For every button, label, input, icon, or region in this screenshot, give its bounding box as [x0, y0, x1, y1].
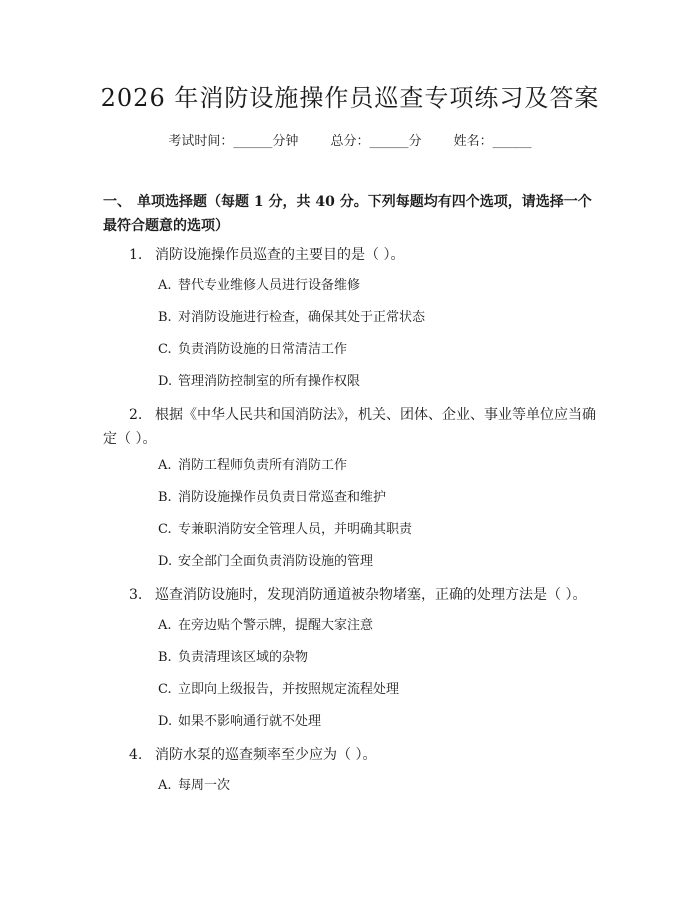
option	[158, 552, 598, 572]
option-text: 对消防设施进行检查，确保其处于正常状态	[178, 310, 426, 325]
option-letter: D.	[158, 374, 173, 389]
exam-total-score: 总分：______分	[330, 134, 422, 149]
option-text: 每周一次	[178, 778, 231, 793]
question-number: 2.	[129, 407, 143, 423]
section-heading	[103, 190, 603, 238]
question	[103, 583, 603, 607]
option-letter: A.	[158, 778, 172, 793]
option-text: 安全部门全面负责消防设施的管理	[178, 554, 374, 569]
option	[158, 616, 598, 636]
option	[158, 456, 598, 476]
option	[158, 340, 598, 360]
option-letter: B.	[158, 650, 172, 665]
option-text: 消防设施操作员负责日常巡查和维护	[178, 490, 387, 505]
question-text: 根据《中华人民共和国消防法》，机关、团体、企业、事业等单位应当确定（ ）。	[103, 407, 596, 447]
option-text: 专兼职消防安全管理人员，并明确其职责	[178, 522, 413, 537]
exam-time: 考试时间：______分钟	[168, 134, 299, 149]
option	[158, 276, 598, 296]
question-text: 消防水泵的巡查频率至少应为（ ）。	[155, 747, 377, 763]
option-letter: A.	[158, 458, 172, 473]
question	[103, 243, 603, 267]
document-title: 2026 年消防设施操作员巡查专项练习及答案	[100, 84, 600, 112]
question-text: 巡查消防设施时，发现消防通道被杂物堵塞，正确的处理方法是（ ）。	[155, 587, 587, 603]
option	[158, 648, 598, 668]
option	[158, 488, 598, 508]
option	[158, 712, 598, 732]
question	[103, 403, 603, 451]
question-text: 消防设施操作员巡查的主要目的是（ ）。	[155, 247, 405, 263]
option	[158, 680, 598, 700]
option	[158, 372, 598, 392]
option-text: 负责清理该区域的杂物	[178, 650, 309, 665]
option-letter: B.	[158, 490, 172, 505]
option-letter: D.	[158, 714, 173, 729]
question	[103, 743, 603, 767]
option-letter: C.	[158, 522, 172, 537]
option-text: 在旁边贴个警示牌，提醒大家注意	[178, 618, 374, 633]
exam-name: 姓名：______	[453, 134, 532, 149]
question-number: 1.	[129, 247, 143, 263]
option-text: 立即向上级报告，并按照规定流程处理	[178, 682, 400, 697]
exam-info-line	[0, 132, 700, 152]
section-text: 单项选择题（每题 1 分，共 40 分。下列每题均有四个选项，请选择一个最符合题意的选项）	[103, 194, 592, 234]
option-text: 如果不影响通行就不处理	[178, 714, 322, 729]
question-number: 4.	[129, 747, 143, 763]
option-letter: A.	[158, 278, 172, 293]
option-letter: B.	[158, 310, 172, 325]
option	[158, 520, 598, 540]
option-text: 负责消防设施的日常清洁工作	[178, 342, 348, 357]
option-text: 消防工程师负责所有消防工作	[178, 458, 348, 473]
option-letter: C.	[158, 342, 172, 357]
question-number: 3.	[129, 587, 143, 603]
option-letter: A.	[158, 618, 172, 633]
option-letter: D.	[158, 554, 173, 569]
option	[158, 776, 598, 796]
option-text: 替代专业维修人员进行设备维修	[178, 278, 361, 293]
option-letter: C.	[158, 682, 172, 697]
section-number: 一、	[103, 194, 131, 210]
option-text: 管理消防控制室的所有操作权限	[178, 374, 361, 389]
option	[158, 308, 598, 328]
